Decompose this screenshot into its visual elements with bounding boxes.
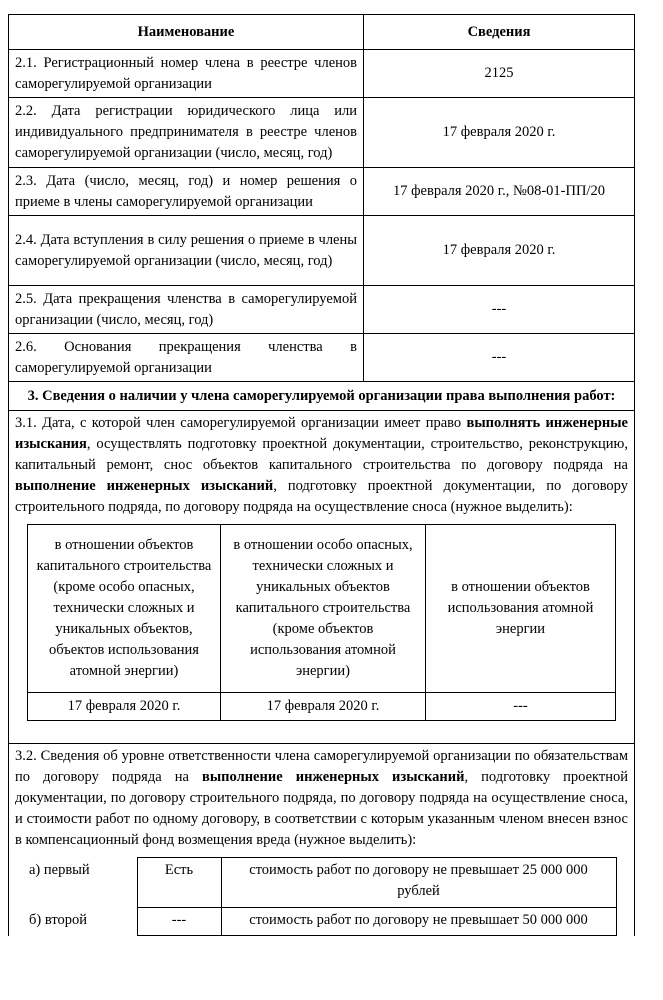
p32-text-2: , подготовку проектной документации, по договору строительного подряда, по договору подряда на осуществление сноса, и стоимости работ по одному договору, в соответствии с которым указанным членом внесен взнос в компенсационный фонд возмещения вреда (нужное выделить): (15, 769, 628, 848)
registry-table (8, 14, 635, 936)
row-name: 2.2. Дата регистрации юридического лица или индивидуального предпринимателя в реестре членов саморегулируемой организации (число, месяц, год) (9, 98, 364, 168)
level-row (9, 858, 635, 908)
row-name: 2.5. Дата прекращения членства в саморегулируемой организации (число, месяц, год) (9, 286, 364, 334)
paragraph-3-2 (15, 746, 628, 851)
table-row (9, 98, 635, 168)
row-value: --- (364, 286, 635, 334)
row-value: --- (364, 334, 635, 382)
p31-text-1: 3.1. Дата, с которой член саморегулируемой организации имеет право (15, 415, 467, 431)
p32-text-1: 3.2. Сведения об уровне ответственности члена саморегулируемой организации по обязательствам по договору подряда на (15, 748, 628, 785)
permissions-header-row (28, 525, 616, 693)
p31-text-2: , осуществлять подготовку проектной документации, строительство, реконструкцию, капитальный ремонт, снос объектов капитального строительства по договору подряда на (15, 436, 628, 473)
permission-value: 17 февраля 2020 г. (221, 693, 426, 721)
row-value: 2125 (364, 50, 635, 98)
document-page (8, 14, 634, 936)
permission-header: в отношении особо опасных, технически сложных и уникальных объектов капитального строительства (кроме объектов использования атомной энергии) (221, 525, 426, 693)
permission-value: 17 февраля 2020 г. (28, 693, 221, 721)
row-name: 2.1. Регистрационный номер члена в реестре членов саморегулируемой организации (9, 50, 364, 98)
level-row (9, 908, 635, 936)
section-3-title: 3. Сведения о наличии у члена саморегулируемой организации права выполнения работ: (9, 382, 635, 411)
level-desc: стоимость работ по договору не превышает 50 000 000 (221, 908, 616, 936)
permission-header: в отношении объектов использования атомной энергии (426, 525, 616, 693)
header-info: Сведения (364, 15, 635, 50)
level-mark: --- (137, 908, 221, 936)
p31-bold-1: выполнять инженерные изыскания (15, 415, 628, 452)
permission-value: --- (426, 693, 616, 721)
p31-bold-2: выполнение инженерных изысканий (15, 478, 274, 494)
table-header-row (9, 15, 635, 50)
responsibility-levels-table (9, 857, 635, 936)
paragraph-3-1 (15, 413, 628, 518)
level-label: а) первый (29, 861, 90, 878)
permission-header: в отношении объектов капитального строительства (кроме особо опасных, технически сложных и уникальных объектов, объектов использования атомной энергии) (28, 525, 221, 693)
level-mark: Есть (137, 858, 221, 908)
row-name: 2.6. Основания прекращения членства в саморегулируемой организации (9, 334, 364, 382)
table-row (9, 50, 635, 98)
table-row (9, 286, 635, 334)
p31-text-3: , подготовку проектной документации, по договору строительного подряда, по договору подряда на осуществление сноса (нужное выделить): (15, 478, 628, 515)
table-row (9, 168, 635, 216)
permissions-table (27, 524, 616, 721)
row-name: 2.4. Дата вступления в силу решения о приеме в члены саморегулируемой организации (число, месяц, год) (9, 216, 364, 286)
row-name: 2.3. Дата (число, месяц, год) и номер решения о приеме в члены саморегулируемой организации (9, 168, 364, 216)
level-desc: стоимость работ по договору не превышает 25 000 000 рублей (221, 858, 616, 908)
header-name: Наименование (9, 15, 364, 50)
level-label: б) второй (29, 911, 87, 928)
row-value: 17 февраля 2020 г. (364, 216, 635, 286)
table-row (9, 334, 635, 382)
paragraph-3-2-row (9, 744, 635, 937)
row-value: 17 февраля 2020 г., №08-01-ПП/20 (364, 168, 635, 216)
table-row (9, 216, 635, 286)
permissions-value-row (28, 693, 616, 721)
paragraph-3-1-row (9, 411, 635, 744)
section-3-row (9, 382, 635, 411)
row-value: 17 февраля 2020 г. (364, 98, 635, 168)
p32-bold-1: выполнение инженерных изысканий (202, 769, 465, 785)
